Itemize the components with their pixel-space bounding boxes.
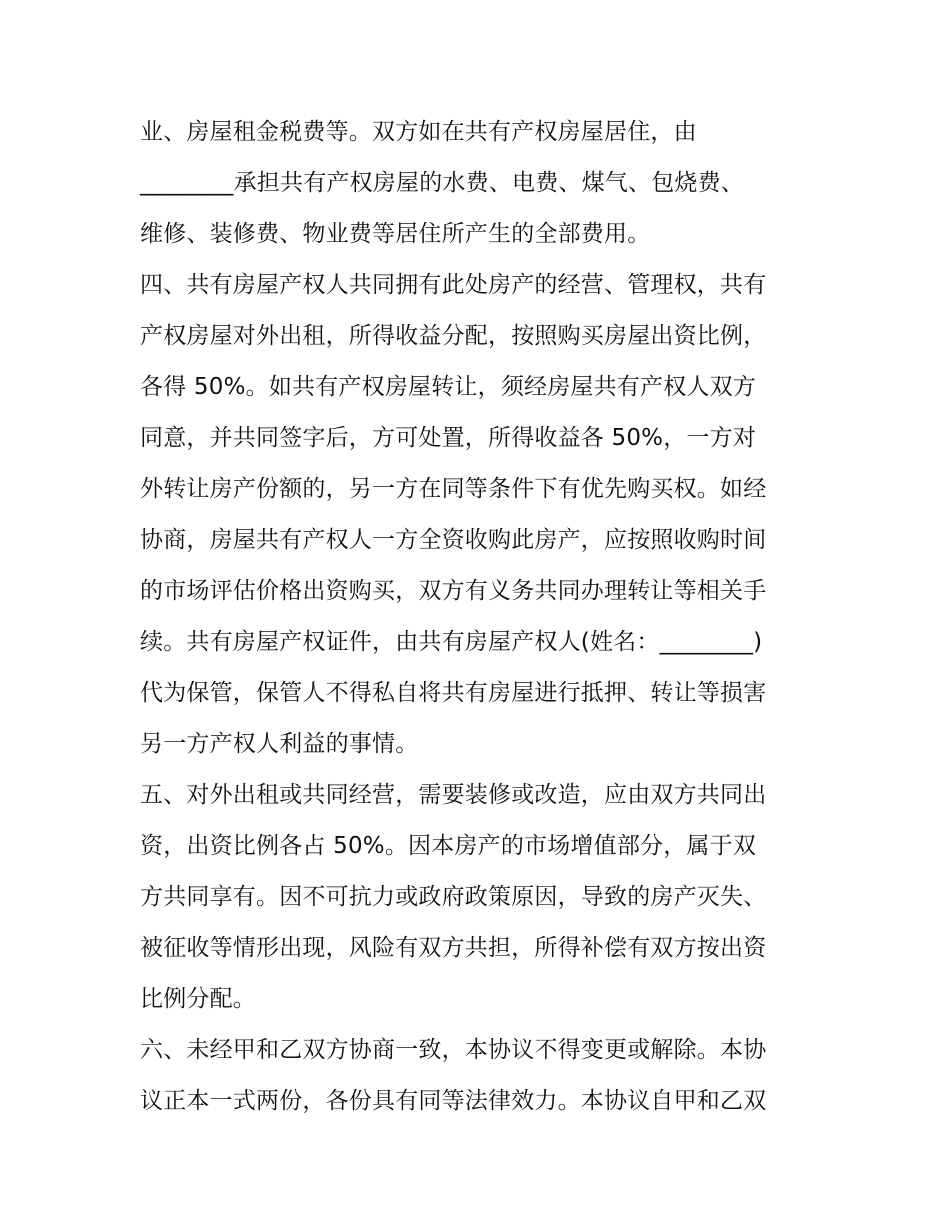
text-line: 方共同享有。因不可抗力或政府政策原因，导致的房产灭失、	[140, 884, 767, 910]
text-line: 议正本一式两份，各份具有同等法律效力。本协议自甲和乙双	[140, 1088, 767, 1114]
text-line: 外转让房产份额的，另一方在同等条件下有优先购买权。如经	[140, 476, 767, 502]
text-line: ________承担共有产权房屋的水费、电费、煤气、包烧费、	[140, 170, 744, 196]
text-line: 维修、装修费、物业费等居住所产生的全部费用。	[140, 221, 651, 247]
text-line: 产权房屋对外出租，所得收益分配，按照购买房屋出资比例，	[140, 323, 767, 349]
document-body	[140, 107, 840, 1127]
text-line: 比例分配。	[140, 986, 256, 1012]
text-line: 各得 50%。如共有产权房屋转让，须经房屋共有产权人双方	[140, 374, 757, 400]
text-line: 代为保管，保管人不得私自将共有房屋进行抵押、转让等损害	[140, 680, 767, 706]
text-line: 的市场评估价格出资购买，双方有义务共同办理转让等相关手	[140, 578, 767, 604]
text-line: 被征收等情形出现，风险有双方共担，所得补偿有双方按出资	[140, 935, 767, 961]
text-line: 另一方产权人利益的事情。	[140, 731, 419, 757]
text-line: 六、未经甲和乙双方协商一致，本协议不得变更或解除。本协	[140, 1037, 767, 1063]
text-line: 业、房屋租金税费等。双方如在共有产权房屋居住，由	[140, 119, 697, 145]
text-line: 四、共有房屋产权人共同拥有此处房产的经营、管理权，共有	[140, 272, 767, 298]
text-line: 协商，房屋共有产权人一方全资收购此房产，应按照收购时间	[140, 527, 767, 553]
text-line: 五、对外出租或共同经营，需要装修或改造，应由双方共同出	[140, 782, 767, 808]
text-line: 同意，并共同签字后，方可处置，所得收益各 50%，一方对	[140, 425, 757, 451]
text-line: 续。共有房屋产权证件，由共有房屋产权人(姓名：________)	[140, 629, 763, 655]
text-line: 资，出资比例各占 50%。因本房产的市场增值部分，属于双	[140, 833, 757, 859]
